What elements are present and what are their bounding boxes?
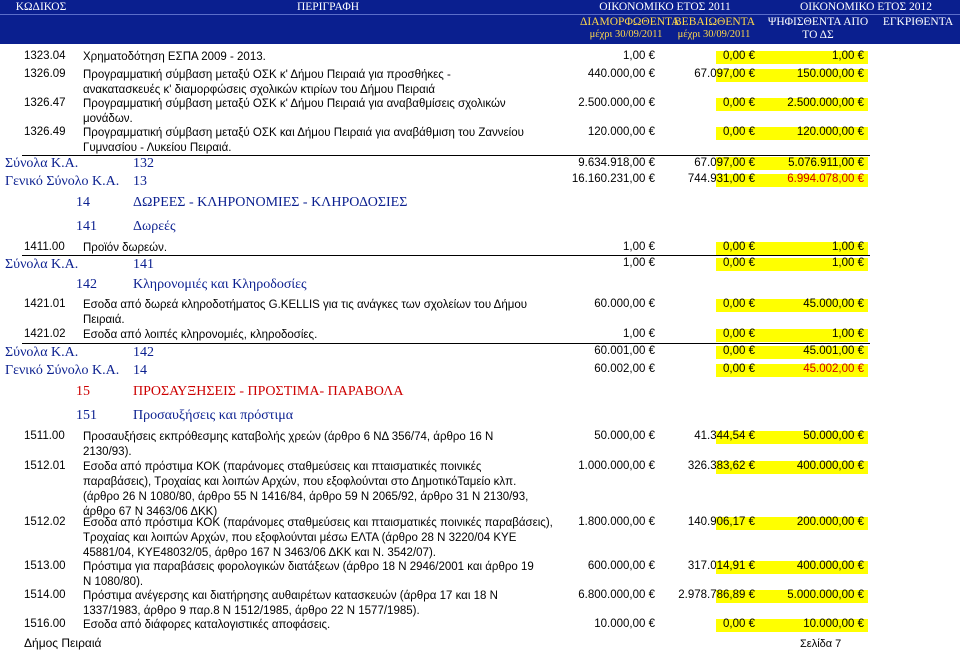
general-total-label: Γενικό Σύνολο Κ.Α. bbox=[5, 174, 120, 189]
group-code-141: 141 bbox=[76, 219, 97, 234]
row-value-voted: 1,00 € bbox=[832, 328, 864, 340]
row-code: 1512.01 bbox=[24, 460, 66, 472]
row-value-certified: 67.097,00 € bbox=[694, 68, 755, 80]
general-total-value-formed: 60.002,00 € bbox=[594, 363, 655, 375]
group-code-15: 15 bbox=[76, 384, 90, 399]
group-code-14: 14 bbox=[76, 195, 90, 210]
group-title-142: Κληρονομιές και Κληροδοσίες bbox=[133, 277, 307, 292]
row-value-certified: 41.344,54 € bbox=[694, 430, 755, 442]
row-value-certified: 0,00 € bbox=[723, 241, 755, 253]
group-code-151: 151 bbox=[76, 408, 97, 423]
table-header bbox=[0, 0, 960, 44]
row-description: Προγραμματική σύμβαση μεταξύ ΟΣΚ κ' Δήμου Πειραιά για αναβαθμίσεις σχολικών μονάδων. bbox=[83, 98, 506, 125]
row-description: Προγραμματική σύμβαση μεταξύ ΟΣΚ και Δήμου Πειραιά για αναβάθμιση του Ζαννείου Γυμνασίου - Λυκείου Πειραιά. bbox=[83, 127, 524, 154]
row-value-certified: 317.014,91 € bbox=[687, 560, 755, 572]
total-value-voted: 1,00 € bbox=[832, 257, 864, 269]
row-value-certified: 2.978.786,89 € bbox=[678, 589, 755, 601]
row-code: 1513.00 bbox=[24, 560, 66, 572]
row-description: Προϊόν δωρεών. bbox=[83, 242, 168, 254]
general-total-value-certified: 744.931,00 € bbox=[687, 173, 755, 185]
row-value-formed: 440.000,00 € bbox=[587, 68, 655, 80]
header-col-formed: ΔΙΑΜΟΡΦΩΘΕΝΤΑ bbox=[580, 16, 680, 28]
general-total-value-voted: 45.002,00 € bbox=[803, 363, 864, 375]
row-value-formed: 1.800.000,00 € bbox=[578, 516, 655, 528]
header-code: ΚΩΔΙΚΟΣ bbox=[15, 1, 67, 13]
general-total-value-voted: 6.994.078,00 € bbox=[787, 173, 864, 185]
row-value-voted: 1,00 € bbox=[832, 50, 864, 62]
row-value-formed: 6.800.000,00 € bbox=[578, 589, 655, 601]
row-code: 1514.00 bbox=[24, 589, 66, 601]
footer-page-number: Σελίδα 7 bbox=[800, 638, 842, 650]
total-value-formed: 1,00 € bbox=[623, 257, 655, 269]
footer-municipality: Δήμος Πειραιά bbox=[24, 636, 102, 650]
row-value-voted: 2.500.000,00 € bbox=[787, 97, 864, 109]
header-budget-2012: ΟΙΚΟΝΟΜΙΚΟ ΕΤΟΣ 2012 bbox=[799, 1, 933, 13]
row-value-formed: 1,00 € bbox=[623, 241, 655, 253]
total-value-formed: 9.634.918,00 € bbox=[578, 157, 655, 169]
total-label: Σύνολα Κ.Α. bbox=[5, 156, 79, 171]
group-title-141: Δωρεές bbox=[133, 219, 176, 234]
row-value-certified: 0,00 € bbox=[723, 126, 755, 138]
row-code: 1511.00 bbox=[24, 430, 65, 442]
header-description: ΠΕΡΙΓΡΑΦΗ bbox=[296, 1, 360, 13]
total-code: 141 bbox=[133, 257, 154, 272]
header-col-formed-sub: μέχρι 30/09/2011 bbox=[589, 29, 663, 40]
total-code: 142 bbox=[133, 345, 154, 360]
row-description: Πρόστιμα ανέγερσης και διατήρησης αυθαιρέτων κατασκευών (άρθρα 17 και 18 Ν 1337/1983, άρθρο 9 παρ.8 Ν 1512/1985, άρθρο 22 Ν 1577/1985). bbox=[83, 590, 498, 617]
total-value-certified: 0,00 € bbox=[723, 257, 755, 269]
row-code: 1421.01 bbox=[24, 298, 66, 310]
row-value-voted: 10.000,00 € bbox=[803, 618, 864, 630]
row-value-formed: 1.000.000,00 € bbox=[578, 460, 655, 472]
row-description: Χρηματοδότηση ΕΣΠΑ 2009 - 2013. bbox=[83, 51, 266, 63]
general-total-value-certified: 0,00 € bbox=[723, 363, 755, 375]
row-code: 1326.09 bbox=[24, 68, 66, 80]
row-code: 1326.47 bbox=[24, 97, 66, 109]
header-divider bbox=[0, 14, 960, 15]
group-code-142: 142 bbox=[76, 277, 97, 292]
header-col-certified-sub: μέχρι 30/09/2011 bbox=[677, 29, 751, 40]
row-value-formed: 600.000,00 € bbox=[587, 560, 655, 572]
row-code: 1512.02 bbox=[24, 516, 66, 528]
header-col-voted: ΨΗΦΙΣΘΕΝΤΑ ΑΠΟ bbox=[767, 16, 869, 28]
row-code: 1323.04 bbox=[24, 50, 66, 62]
general-total-code: 14 bbox=[133, 363, 147, 378]
row-code: 1411.00 bbox=[24, 241, 65, 253]
row-value-certified: 0,00 € bbox=[723, 97, 755, 109]
row-code: 1516.00 bbox=[24, 618, 66, 630]
row-value-voted: 400.000,00 € bbox=[796, 560, 864, 572]
row-value-formed: 2.500.000,00 € bbox=[578, 97, 655, 109]
row-value-certified: 0,00 € bbox=[723, 328, 755, 340]
row-description: Εσοδα από διάφορες καταλογιστικές αποφάσεις. bbox=[83, 619, 331, 631]
row-value-voted: 120.000,00 € bbox=[796, 126, 864, 138]
row-code: 1326.49 bbox=[24, 126, 66, 138]
row-value-certified: 326.383,62 € bbox=[687, 460, 755, 472]
general-total-code: 13 bbox=[133, 174, 147, 189]
row-value-formed: 1,00 € bbox=[623, 328, 655, 340]
total-divider bbox=[22, 343, 870, 344]
row-value-formed: 60.000,00 € bbox=[594, 298, 655, 310]
row-value-formed: 10.000,00 € bbox=[594, 618, 655, 630]
header-col-voted-sub: ΤΟ ΔΣ bbox=[802, 29, 834, 41]
group-title-14: ΔΩΡΕΕΣ - ΚΛΗΡΟΝΟΜΙΕΣ - ΚΛΗΡΟΔΟΣΙΕΣ bbox=[133, 195, 408, 210]
general-total-label: Γενικό Σύνολο Κ.Α. bbox=[5, 363, 120, 378]
row-value-voted: 5.000.000,00 € bbox=[787, 589, 864, 601]
row-description: Προσαυξήσεις εκπρόθεσμης καταβολής χρεών (άρθρο 6 ΝΔ 356/74, άρθρο 16 Ν 2130/93). bbox=[83, 431, 494, 458]
total-value-certified: 67.097,00 € bbox=[694, 157, 755, 169]
total-value-certified: 0,00 € bbox=[723, 345, 755, 357]
total-label: Σύνολα Κ.Α. bbox=[5, 257, 79, 272]
row-code: 1421.02 bbox=[24, 328, 66, 340]
total-value-formed: 60.001,00 € bbox=[594, 345, 655, 357]
row-value-certified: 0,00 € bbox=[723, 50, 755, 62]
total-code: 132 bbox=[133, 156, 154, 171]
row-value-certified: 140.906,17 € bbox=[687, 516, 755, 528]
row-value-certified: 0,00 € bbox=[723, 298, 755, 310]
row-value-formed: 120.000,00 € bbox=[587, 126, 655, 138]
header-col-certified: ΒΕΒΑΙΩΘΕΝΤΑ bbox=[674, 16, 756, 28]
row-value-voted: 45.000,00 € bbox=[803, 298, 864, 310]
row-value-voted: 1,00 € bbox=[832, 241, 864, 253]
header-budget-2011: ΟΙΚΟΝΟΜΙΚΟ ΕΤΟΣ 2011 bbox=[599, 1, 731, 13]
row-value-formed: 50.000,00 € bbox=[594, 430, 655, 442]
row-value-formed: 1,00 € bbox=[623, 50, 655, 62]
row-description: Εσοδα από πρόστιμα ΚΟΚ (παράνομες σταθμεύσεις και πταισματικές ποινικές παραβάσεις), Τροχαίας και λοιπών Αρχών, που εξοφλούνται στο ΔημοτικόΤαμείο κλπ.(άρθρο 26 Ν 1080/80, άρθρο 55 Ν 1416/84, άρθρο 59 Ν 2065/92, άρθρο 31 Ν 2130/93, άρθρο 67 Ν 3463/06 ΔΚΚ) bbox=[83, 461, 529, 518]
total-value-voted: 5.076.911,00 € bbox=[788, 157, 864, 169]
row-value-voted: 400.000,00 € bbox=[796, 460, 864, 472]
row-description: Εσοδα από πρόστιμα ΚΟΚ (παράνομες σταθμεύσεις και πταισματικές ποινικές παραβάσεις), Τροχαίας και λοιπών Αρχών, που εξοφλούνται μέσω ΕΛΤΑ (άρθρο 28 Ν 3220/04 ΚΥΕ 45881/04, ΚΥΕ48032/05, άρθρο 167 Ν 3463/06 ΔΚΚ και Ν. 3542/07). bbox=[83, 517, 553, 559]
row-value-certified: 0,00 € bbox=[723, 618, 755, 630]
row-description: Πρόστιμα για παραβάσεις φορολογικών διατάξεων (άρθρο 18 Ν 2946/2001 και άρθρο 19 Ν 1080/80). bbox=[83, 561, 534, 588]
header-col-approved: ΕΓΚΡΙΘΕΝΤΑ bbox=[882, 16, 954, 28]
row-value-voted: 150.000,00 € bbox=[796, 68, 864, 80]
total-value-voted: 45.001,00 € bbox=[803, 345, 864, 357]
row-value-voted: 200.000,00 € bbox=[796, 516, 864, 528]
total-divider bbox=[22, 255, 870, 256]
group-title-151: Προσαυξήσεις και πρόστιμα bbox=[133, 408, 294, 423]
total-label: Σύνολα Κ.Α. bbox=[5, 345, 79, 360]
row-value-voted: 50.000,00 € bbox=[803, 430, 864, 442]
group-title-15: ΠΡΟΣΑΥΞΗΣΕΙΣ - ΠΡΟΣΤΙΜΑ- ΠΑΡΑΒΟΛΑ bbox=[133, 384, 404, 399]
row-description: Εσοδα από δωρεά κληροδοτήματος G.KELLIS για τις ανάγκες των σχολείων του Δήμου Πειραιά. bbox=[83, 299, 528, 326]
row-description: Προγραμματική σύμβαση μεταξύ ΟΣΚ κ' Δήμου Πειραιά για προσθήκες - ανακατασκευές κ' διαμορφώσεις σχολικών κτιρίων του Δήμου Πειραιά bbox=[83, 69, 451, 96]
row-description: Εσοδα από λοιπές κληρονομιές, κληροδοσίες. bbox=[83, 329, 318, 341]
general-total-value-formed: 16.160.231,00 € bbox=[571, 173, 655, 185]
